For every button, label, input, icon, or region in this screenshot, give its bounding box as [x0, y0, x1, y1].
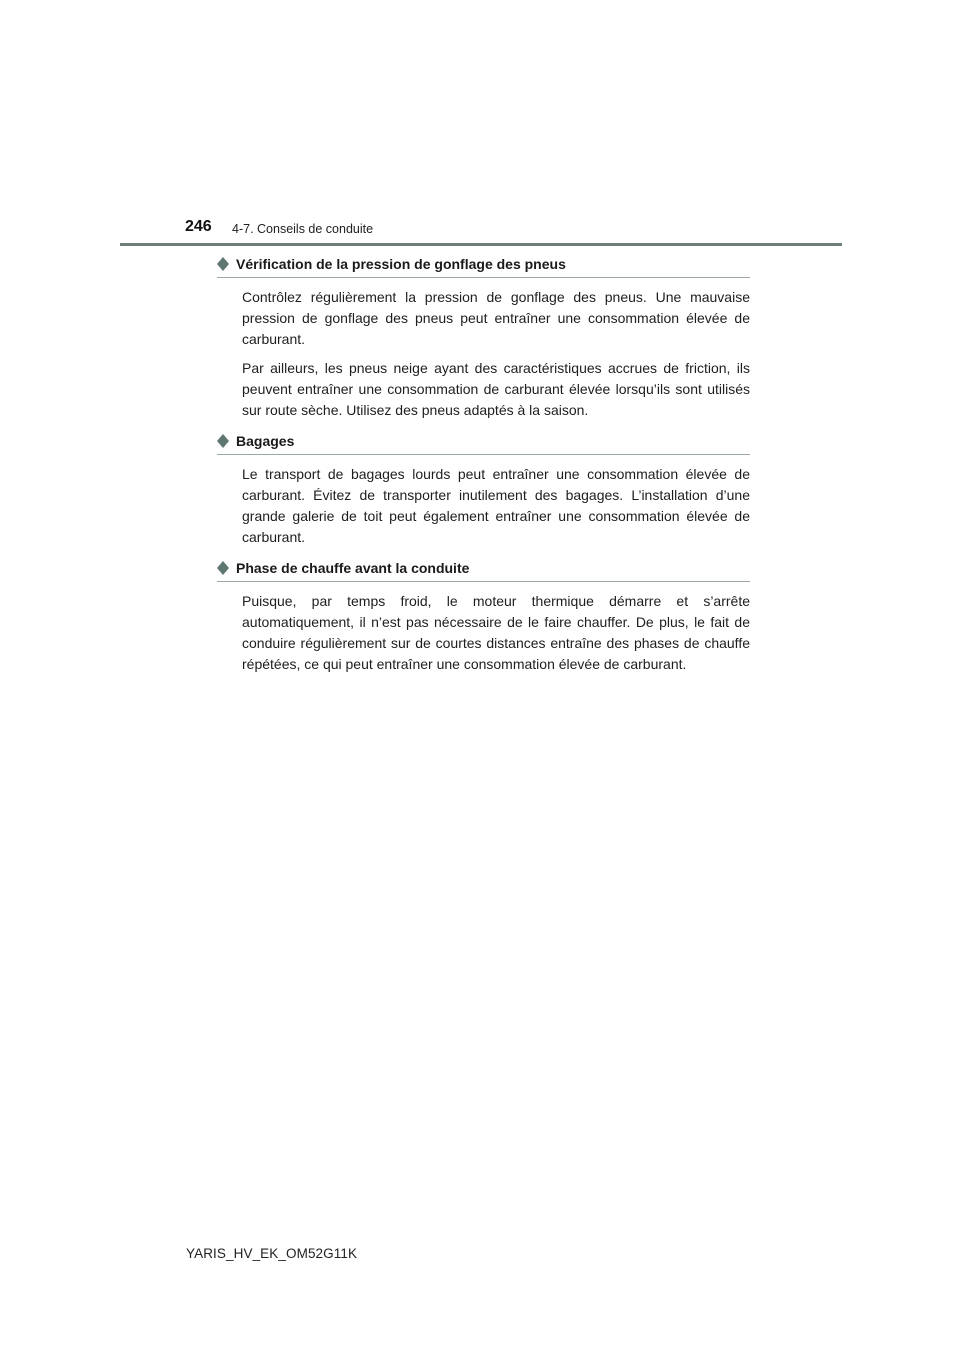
- chapter-title: 4-7. Conseils de conduite: [232, 222, 374, 236]
- section-luggage: [217, 429, 750, 548]
- section-heading-text: Bagages: [236, 433, 295, 449]
- page-content: [217, 252, 750, 683]
- paragraph: Puisque, par temps froid, le moteur thermique démarre et s’arrête automatiquement, il n’est pas nécessaire de le faire chauffer. De plus, le fait de conduire régulièrement sur de courtes distances entraîne des phases de chauffe répétées, ce qui peut entraîner une consommation élevée de carburant.: [242, 593, 750, 672]
- paragraph: Par ailleurs, les pneus neige ayant des caractéristiques accrues de friction, ils peuvent entraîner une consommation de carburant élevée lorsqu’ils sont utilisés sur route sèche. Utilisez des pneus adaptés à la saison.: [242, 360, 750, 418]
- section-tire-pressure: [217, 252, 750, 421]
- diamond-icon: [217, 432, 229, 450]
- paragraph: Contrôlez régulièrement la pression de gonflage des pneus. Une mauvaise pression de gonflage des pneus peut entraîner une consommation élevée de carburant.: [242, 289, 750, 347]
- diamond-icon: [217, 255, 229, 273]
- section-heading-text: Phase de chauffe avant la conduite: [236, 560, 470, 576]
- paragraph: Le transport de bagages lourds peut entraîner une consommation élevée de carburant. Évitez de transporter inutilement des bagages. L’installation d’une grande galerie de toit peut également entraîner une consommation élevée de carburant.: [242, 466, 750, 545]
- section-heading: [217, 252, 750, 278]
- section-heading: [217, 556, 750, 582]
- section-heading: [217, 429, 750, 455]
- header-rule: [120, 243, 842, 246]
- section-heading-text: Vérification de la pression de gonflage des pneus: [236, 256, 566, 272]
- document-code: YARIS_HV_EK_OM52G11K: [186, 1246, 358, 1261]
- diamond-icon: [217, 559, 229, 577]
- section-warm-up: [217, 556, 750, 675]
- page-number: 246: [185, 218, 212, 235]
